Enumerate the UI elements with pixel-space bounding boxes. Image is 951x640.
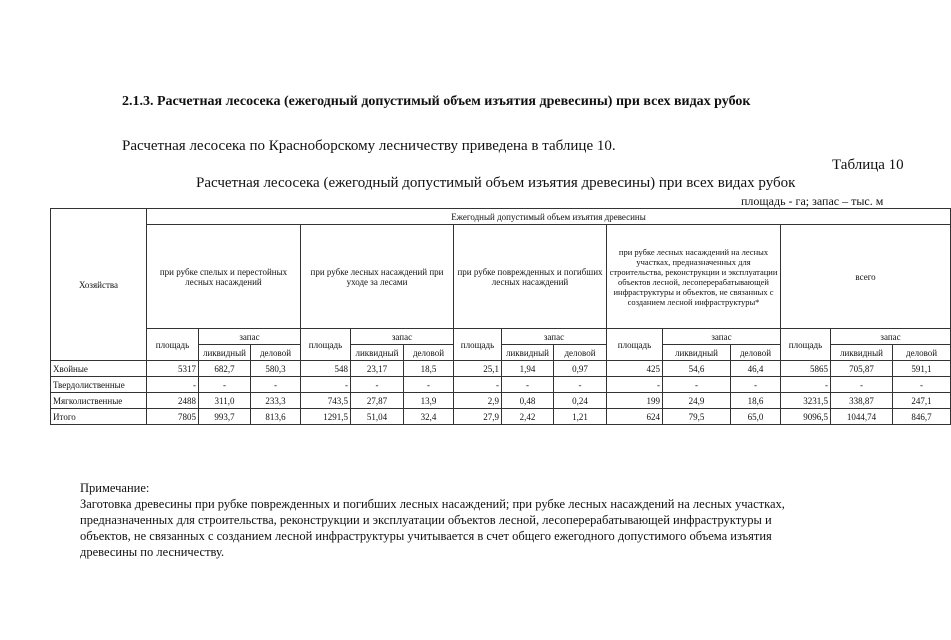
table-units: площадь - га; запас – тыс. м	[741, 194, 884, 208]
header-stock: запас	[199, 329, 301, 345]
table-cell: -	[554, 377, 607, 393]
table-cell: 705,87	[831, 361, 893, 377]
table-cell: 23,17	[351, 361, 404, 377]
table-cell: 0,48	[502, 393, 554, 409]
table-container	[50, 208, 938, 448]
table-cell: 18,6	[731, 393, 781, 409]
table-cell: -	[351, 377, 404, 393]
table-cell: 65,0	[731, 409, 781, 425]
row-label: Хвойные	[51, 361, 147, 377]
table-cell: -	[454, 377, 502, 393]
table-cell: 2488	[147, 393, 199, 409]
table-cell: 199	[607, 393, 663, 409]
table-cell: 32,4	[404, 409, 454, 425]
table-cell: 0,97	[554, 361, 607, 377]
table-cell: -	[502, 377, 554, 393]
table-cell: 591,1	[893, 361, 951, 377]
table-cell: -	[831, 377, 893, 393]
table-cell: 3231,5	[781, 393, 831, 409]
table-cell: 2,9	[454, 393, 502, 409]
table-row	[51, 361, 951, 377]
table-cell: -	[663, 377, 731, 393]
header-stock: запас	[831, 329, 951, 345]
header-business: деловой	[893, 345, 951, 361]
table-cell: 233,3	[251, 393, 301, 409]
table-cell: 54,6	[663, 361, 731, 377]
note-line: предназначенных для строительства, реконструкции и эксплуатации объектов лесной, лесоперерабатывающей инфраструктуры и	[80, 513, 772, 527]
header-group-damaged: при рубке поврежденных и погибших лесных насаждений	[454, 225, 607, 329]
table-cell: -	[251, 377, 301, 393]
note-title: Примечание:	[80, 481, 150, 495]
table-cell: -	[301, 377, 351, 393]
table-cell: 27,87	[351, 393, 404, 409]
note-block	[80, 480, 880, 560]
header-area: площадь	[781, 329, 831, 361]
table-cell: 27,9	[454, 409, 502, 425]
header-liquid: ликвидный	[831, 345, 893, 361]
intro-text: Расчетная лесосека по Красноборскому лесничеству приведена в таблице 10.	[122, 138, 616, 154]
table-cell: -	[404, 377, 454, 393]
header-business: деловой	[731, 345, 781, 361]
table-cell: 682,7	[199, 361, 251, 377]
felling-table	[50, 208, 951, 425]
table-cell: 5317	[147, 361, 199, 377]
table-cell: -	[607, 377, 663, 393]
table-cell: 846,7	[893, 409, 951, 425]
table-cell: 79,5	[663, 409, 731, 425]
header-stock: запас	[502, 329, 607, 345]
table-cell: 5865	[781, 361, 831, 377]
header-liquid: ликвидный	[351, 345, 404, 361]
table-cell: 51,04	[351, 409, 404, 425]
note-line: объектов, не связанных с созданием лесной инфраструктуры учитывается в счет общего ежегодного допустимого объема изъятия	[80, 529, 772, 543]
header-area: площадь	[301, 329, 351, 361]
table-row	[51, 377, 951, 393]
table-cell: 580,3	[251, 361, 301, 377]
table-title: Расчетная лесосека (ежегодный допустимый объем изъятия древесины) при всех видах рубок	[196, 175, 796, 191]
table-cell: 1,21	[554, 409, 607, 425]
header-main: Ежегодный допустимый объем изъятия древесины	[147, 209, 951, 225]
note-line: Заготовка древесины при рубке поврежденных и погибших лесных насаждений; при рубке лесных насаждений на лесных участках,	[80, 497, 785, 511]
table-cell: 7805	[147, 409, 199, 425]
header-business: деловой	[554, 345, 607, 361]
table-cell: 18,5	[404, 361, 454, 377]
table-cell: 24,9	[663, 393, 731, 409]
header-liquid: ликвидный	[199, 345, 251, 361]
table-body	[51, 361, 951, 425]
row-label: Мягколиственные	[51, 393, 147, 409]
table-cell: 0,24	[554, 393, 607, 409]
header-stock: запас	[351, 329, 454, 345]
header-group-mature: при рубке спелых и перестойных лесных насаждений	[147, 225, 301, 329]
table-cell: 993,7	[199, 409, 251, 425]
table-cell: 548	[301, 361, 351, 377]
header-area: площадь	[607, 329, 663, 361]
header-liquid: ликвидный	[663, 345, 731, 361]
table-cell: -	[893, 377, 951, 393]
header-area: площадь	[454, 329, 502, 361]
table-cell: 624	[607, 409, 663, 425]
table-cell: 247,1	[893, 393, 951, 409]
table-cell: 46,4	[731, 361, 781, 377]
table-cell: 743,5	[301, 393, 351, 409]
table-number: Таблица 10	[832, 157, 904, 173]
table-cell: 1291,5	[301, 409, 351, 425]
table-cell: 9096,5	[781, 409, 831, 425]
header-business: деловой	[251, 345, 301, 361]
row-label: Итого	[51, 409, 147, 425]
header-stock: запас	[663, 329, 781, 345]
table-cell: 425	[607, 361, 663, 377]
section-heading: 2.1.3. Расчетная лесосека (ежегодный допустимый объем изъятия древесины) при всех видах рубок	[122, 94, 751, 109]
header-group-infrastructure: при рубке лесных насаждений на лесных участках, предназначенных для строительства, реконструкции и эксплуатации объектов лесной, лесоперерабатывающей инфраструктуры и объектов, не связанных с созданием лесной инфраструктуры*	[607, 225, 781, 329]
header-area: площадь	[147, 329, 199, 361]
note-line: древесины по лесничеству.	[80, 545, 225, 559]
table-cell: 13,9	[404, 393, 454, 409]
table-cell: -	[731, 377, 781, 393]
table-cell: -	[147, 377, 199, 393]
table-cell: 25,1	[454, 361, 502, 377]
table-cell: -	[199, 377, 251, 393]
table-cell: 1,94	[502, 361, 554, 377]
table-cell: 813,6	[251, 409, 301, 425]
table-cell: 338,87	[831, 393, 893, 409]
header-group-total: всего	[781, 225, 951, 329]
header-farm: Хозяйства	[51, 209, 147, 361]
table-cell: 2,42	[502, 409, 554, 425]
header-liquid: ликвидный	[502, 345, 554, 361]
table-cell: 1044,74	[831, 409, 893, 425]
table-cell: 311,0	[199, 393, 251, 409]
header-group-thinning: при рубке лесных насаждений при уходе за лесами	[301, 225, 454, 329]
table-cell: -	[781, 377, 831, 393]
table-row	[51, 393, 951, 409]
header-business: деловой	[404, 345, 454, 361]
row-label: Твердолиственные	[51, 377, 147, 393]
table-row	[51, 409, 951, 425]
